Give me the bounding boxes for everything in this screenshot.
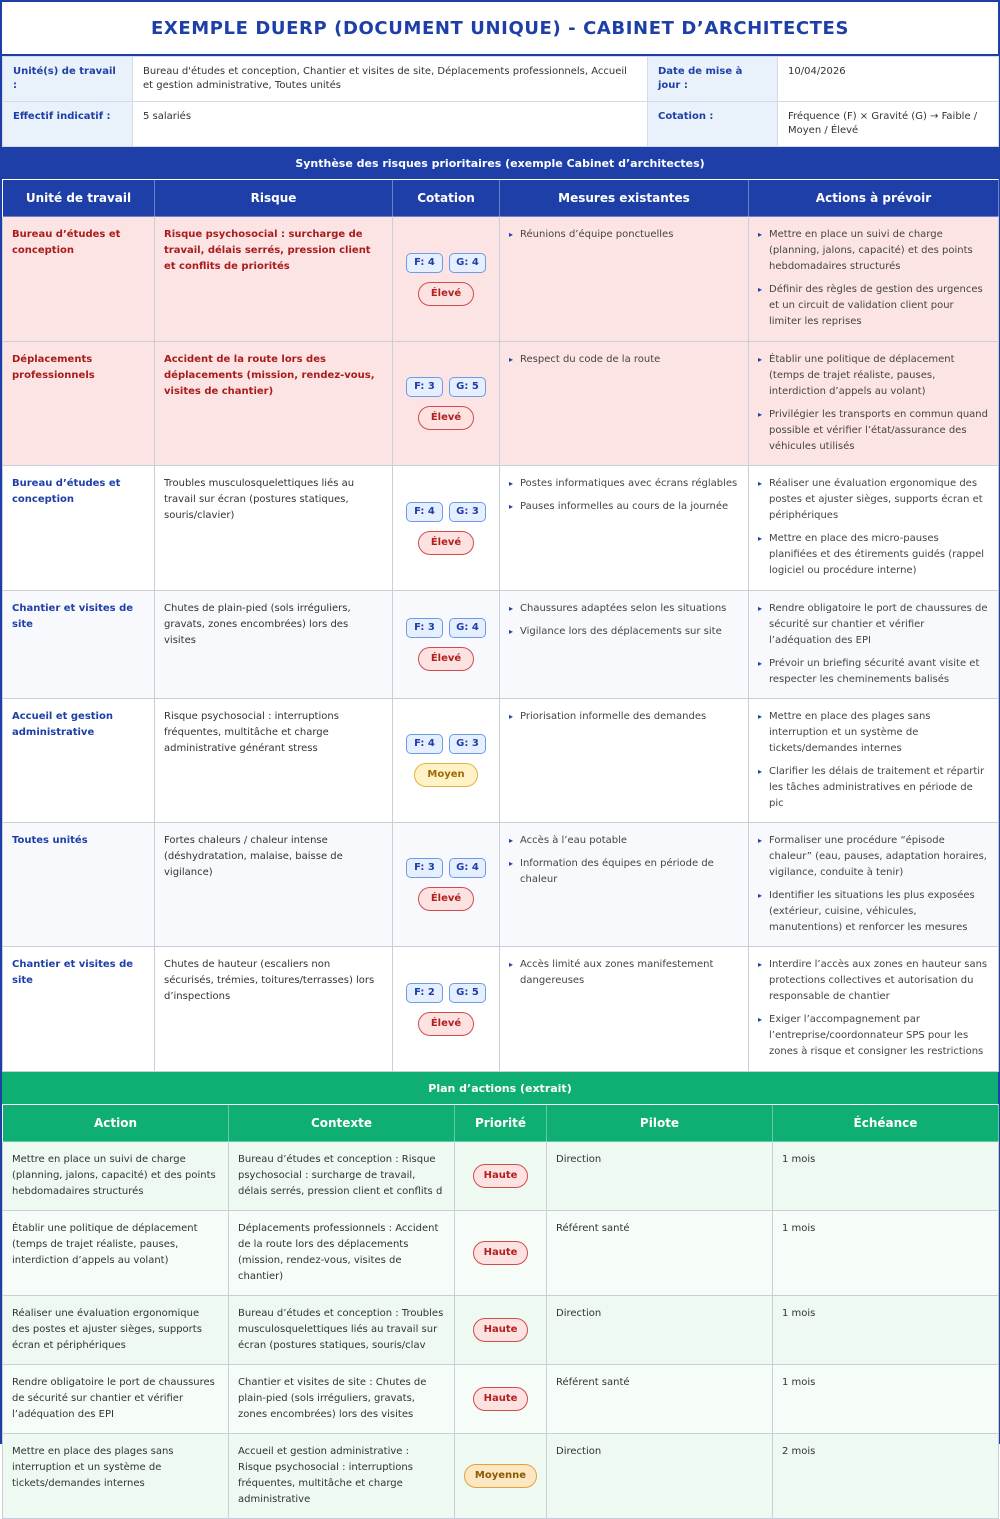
gravity-chip: G: 4: [449, 858, 486, 878]
plan-context: Chantier et visites de site : Chutes de plain-pied (sols irréguliers, gravats, zones encombrées) lors des visites: [229, 1365, 455, 1434]
risk-level-wrapper: [397, 754, 495, 787]
frequency-gravity-chips: [397, 618, 495, 638]
plan-deadline: 1 mois: [773, 1296, 999, 1365]
risk-row: [3, 591, 999, 699]
gravity-chip: G: 4: [449, 253, 486, 273]
action-item: ▸ Établir une politique de déplacement (temps de trajet réaliste, pauses, interdiction d’appels au volant): [758, 352, 989, 400]
measure-item: ▸ Pauses informelles au cours de la journée: [509, 499, 739, 515]
measure-item: ▸ Accès limité aux zones manifestement dangereuses: [509, 957, 739, 989]
risk-unit: Bureau d’études et conception: [3, 466, 155, 591]
risk-level-wrapper: [397, 1003, 495, 1036]
gravity-chip: G: 5: [449, 983, 486, 1003]
plan-row: [3, 1142, 999, 1211]
risk-level-wrapper: [397, 522, 495, 555]
plan-priority: [455, 1365, 547, 1434]
risk-description: Risque psychosocial : interruptions fréquentes, multitâche et charge administrative générant stress: [155, 699, 393, 823]
measure-item: ▸ Vigilance lors des déplacements sur site: [509, 624, 739, 640]
risk-level-badge: Élevé: [418, 647, 474, 671]
frequency-gravity-chips: [397, 858, 495, 878]
action-item: ▸ Clarifier les délais de traitement et répartir les tâches administratives en période de pic: [758, 764, 989, 812]
actions-list: [758, 352, 989, 455]
measure-item: ▸ Réunions d’équipe ponctuelles: [509, 227, 739, 243]
risk-row: [3, 342, 999, 466]
risk-cotation: [393, 342, 500, 466]
plan-pilot: Référent santé: [547, 1365, 773, 1434]
frequency-chip: F: 4: [406, 253, 443, 273]
risk-level-badge: Élevé: [418, 406, 474, 430]
risk-header-actions: Actions à prévoir: [749, 180, 999, 217]
risk-unit: Chantier et visites de site: [3, 947, 155, 1072]
plan-section-title: Plan d’actions (extrait): [2, 1072, 998, 1104]
priority-badge: Haute: [473, 1241, 529, 1265]
plan-priority: [455, 1296, 547, 1365]
existing-measures: [500, 947, 749, 1072]
risk-cotation: [393, 217, 500, 342]
info-table: [2, 56, 999, 147]
priority-badge: Moyenne: [464, 1464, 537, 1488]
gravity-chip: G: 4: [449, 618, 486, 638]
frequency-chip: F: 2: [406, 983, 443, 1003]
risk-cotation: [393, 947, 500, 1072]
actions-list: [758, 709, 989, 812]
action-item: ▸ Définir des règles de gestion des urgences et un circuit de validation client pour limiter les reprises: [758, 282, 989, 330]
plan-context: Accueil et gestion administrative : Risque psychosocial : interruptions fréquentes, multitâche et charge administrative: [229, 1434, 455, 1519]
action-item: ▸ Mettre en place un suivi de charge (planning, jalons, capacité) et des points hebdomadaires structurés: [758, 227, 989, 275]
action-item: ▸ Prévoir un briefing sécurité avant visite et respecter les cheminements balisés: [758, 656, 989, 688]
risk-description: Chutes de hauteur (escaliers non sécurisés, trémies, toitures/terrasses) lors d’inspections: [155, 947, 393, 1072]
frequency-chip: F: 4: [406, 502, 443, 522]
risk-header-mesures: Mesures existantes: [500, 180, 749, 217]
frequency-gravity-chips: [397, 253, 495, 273]
plan-table-body: [3, 1142, 999, 1519]
risk-description: Risque psychosocial : surcharge de travail, délais serrés, pression client et conflits de priorités: [155, 217, 393, 342]
action-item: ▸ Mettre en place des micro-pauses planifiées et des étirements guidés (rappel logiciel ou procédure interne): [758, 531, 989, 579]
frequency-gravity-chips: [397, 377, 495, 397]
risk-level-badge: Élevé: [418, 531, 474, 555]
actions-list: [758, 957, 989, 1060]
risk-level-wrapper: [397, 638, 495, 671]
risk-row: [3, 217, 999, 342]
frequency-chip: F: 3: [406, 618, 443, 638]
unites-value: Bureau d'études et conception, Chantier et visites de site, Déplacements professionnels, Accueil et gestion administrative, Toutes unités: [133, 57, 648, 102]
risk-level-badge: Élevé: [418, 1012, 474, 1036]
measures-list: [509, 601, 739, 640]
measure-item: ▸ Postes informatiques avec écrans réglables: [509, 476, 739, 492]
actions-list: [758, 833, 989, 936]
plan-action: Mettre en place des plages sans interruption et un système de tickets/demandes internes: [3, 1434, 229, 1519]
planned-actions: [749, 591, 999, 699]
action-item: ▸ Rendre obligatoire le port de chaussures de sécurité sur chantier et vérifier l’adéquation des EPI: [758, 601, 989, 649]
actions-list: [758, 476, 989, 579]
date-value: 10/04/2026: [778, 57, 999, 102]
existing-measures: [500, 699, 749, 823]
action-item: ▸ Privilégier les transports en commun quand possible et vérifier l’état/assurance des véhicules utilisés: [758, 407, 989, 455]
effectif-label: Effectif indicatif :: [3, 102, 133, 147]
plan-deadline: 1 mois: [773, 1211, 999, 1296]
plan-row: [3, 1365, 999, 1434]
measures-list: [509, 476, 739, 515]
risk-header-risque: Risque: [155, 180, 393, 217]
frequency-chip: F: 4: [406, 734, 443, 754]
unites-label: Unité(s) de travail :: [3, 57, 133, 102]
risk-unit: Accueil et gestion administrative: [3, 699, 155, 823]
plan-pilot: Direction: [547, 1142, 773, 1211]
action-item: ▸ Interdire l’accès aux zones en hauteur sans protections collectives et autorisation du responsable de chantier: [758, 957, 989, 1005]
risk-level-wrapper: [397, 273, 495, 306]
risk-row: [3, 823, 999, 947]
plan-header-priorite: Priorité: [455, 1105, 547, 1142]
priority-badge: Haute: [473, 1387, 529, 1411]
cotation-value: Fréquence (F) × Gravité (G) → Faible / Moyen / Élevé: [778, 102, 999, 147]
risk-header-cotation: Cotation: [393, 180, 500, 217]
plan-context: Déplacements professionnels : Accident de la route lors des déplacements (mission, rendez-vous, visites de chantier): [229, 1211, 455, 1296]
risk-level-wrapper: [397, 878, 495, 911]
existing-measures: [500, 217, 749, 342]
risk-header-unit: Unité de travail: [3, 180, 155, 217]
action-item: ▸ Réaliser une évaluation ergonomique des postes et ajuster sièges, supports écran et périphériques: [758, 476, 989, 524]
priority-badge: Haute: [473, 1318, 529, 1342]
plan-deadline: 2 mois: [773, 1434, 999, 1519]
risk-unit: Déplacements professionnels: [3, 342, 155, 466]
risk-description: Troubles musculosquelettiques liés au travail sur écran (postures statiques, souris/clavier): [155, 466, 393, 591]
risk-row: [3, 947, 999, 1072]
measure-item: ▸ Priorisation informelle des demandes: [509, 709, 739, 725]
plan-row: [3, 1211, 999, 1296]
risk-level-badge: Élevé: [418, 887, 474, 911]
plan-context: Bureau d’études et conception : Troubles musculosquelettiques liés au travail sur écran (postures statiques, souris/clav: [229, 1296, 455, 1365]
frequency-gravity-chips: [397, 502, 495, 522]
date-label: Date de mise à jour :: [648, 57, 778, 102]
gravity-chip: G: 3: [449, 502, 486, 522]
priority-badge: Haute: [473, 1164, 529, 1188]
plan-pilot: Direction: [547, 1296, 773, 1365]
planned-actions: [749, 342, 999, 466]
existing-measures: [500, 823, 749, 947]
plan-context: Bureau d’études et conception : Risque psychosocial : surcharge de travail, délais serrés, pression client et conflits d: [229, 1142, 455, 1211]
risk-table: [2, 179, 999, 1072]
plan-action: Mettre en place un suivi de charge (planning, jalons, capacité) et des points hebdomadaires structurés: [3, 1142, 229, 1211]
measure-item: ▸ Respect du code de la route: [509, 352, 739, 368]
planned-actions: [749, 699, 999, 823]
planned-actions: [749, 947, 999, 1072]
measures-list: [509, 833, 739, 888]
risk-row: [3, 699, 999, 823]
action-item: ▸ Formaliser une procédure “épisode chaleur” (eau, pauses, adaptation horaires, vigilance, conduite à tenir): [758, 833, 989, 881]
action-item: ▸ Mettre en place des plages sans interruption et un système de tickets/demandes internes: [758, 709, 989, 757]
actions-list: [758, 601, 989, 688]
measures-list: [509, 352, 739, 368]
frequency-gravity-chips: [397, 734, 495, 754]
frequency-chip: F: 3: [406, 377, 443, 397]
plan-action: Établir une politique de déplacement (temps de trajet réaliste, pauses, interdiction d’appels au volant): [3, 1211, 229, 1296]
gravity-chip: G: 5: [449, 377, 486, 397]
action-item: ▸ Exiger l’accompagnement par l’entreprise/coordonnateur SPS pour les zones à risque et consigner les restrictions: [758, 1012, 989, 1060]
planned-actions: [749, 823, 999, 947]
risk-level-wrapper: [397, 397, 495, 430]
plan-header-contexte: Contexte: [229, 1105, 455, 1142]
plan-row: [3, 1296, 999, 1365]
risk-table-body: [3, 217, 999, 1072]
risk-unit: Chantier et visites de site: [3, 591, 155, 699]
risk-level-badge: Élevé: [418, 282, 474, 306]
risk-description: Chutes de plain-pied (sols irréguliers, gravats, zones encombrées) lors des visites: [155, 591, 393, 699]
plan-pilot: Référent santé: [547, 1211, 773, 1296]
plan-deadline: 1 mois: [773, 1365, 999, 1434]
plan-action: Rendre obligatoire le port de chaussures de sécurité sur chantier et vérifier l’adéquation des EPI: [3, 1365, 229, 1434]
measure-item: ▸ Information des équipes en période de chaleur: [509, 856, 739, 888]
plan-header-echeance: Échéance: [773, 1105, 999, 1142]
document-title: EXEMPLE DUERP (DOCUMENT UNIQUE) - CABINET D’ARCHITECTES: [150, 17, 850, 39]
risk-cotation: [393, 591, 500, 699]
risk-row: [3, 466, 999, 591]
effectif-value: 5 salariés: [133, 102, 648, 147]
plan-priority: [455, 1142, 547, 1211]
plan-deadline: 1 mois: [773, 1142, 999, 1211]
risk-cotation: [393, 823, 500, 947]
cotation-label: Cotation :: [648, 102, 778, 147]
plan-priority: [455, 1434, 547, 1519]
plan-row: [3, 1434, 999, 1519]
risk-level-badge: Moyen: [414, 763, 477, 787]
frequency-gravity-chips: [397, 983, 495, 1003]
title-bar: [2, 2, 998, 56]
measures-list: [509, 227, 739, 243]
measure-item: ▸ Accès à l’eau potable: [509, 833, 739, 849]
plan-priority: [455, 1211, 547, 1296]
action-item: ▸ Identifier les situations les plus exposées (extérieur, cuisine, véhicules, manutentions) et renforcer les mesures: [758, 888, 989, 936]
existing-measures: [500, 342, 749, 466]
planned-actions: [749, 217, 999, 342]
risk-cotation: [393, 466, 500, 591]
measures-list: [509, 709, 739, 725]
risk-unit: Bureau d’études et conception: [3, 217, 155, 342]
plan-header-pilote: Pilote: [547, 1105, 773, 1142]
risk-description: Fortes chaleurs / chaleur intense (déshydratation, malaise, baisse de vigilance): [155, 823, 393, 947]
gravity-chip: G: 3: [449, 734, 486, 754]
planned-actions: [749, 466, 999, 591]
plan-action: Réaliser une évaluation ergonomique des postes et ajuster sièges, supports écran et périphériques: [3, 1296, 229, 1365]
risk-section-title: Synthèse des risques prioritaires (exemple Cabinet d’architectes): [2, 147, 998, 179]
risk-unit: Toutes unités: [3, 823, 155, 947]
risk-cotation: [393, 699, 500, 823]
measures-list: [509, 957, 739, 989]
actions-list: [758, 227, 989, 330]
risk-description: Accident de la route lors des déplacements (mission, rendez-vous, visites de chantier): [155, 342, 393, 466]
measure-item: ▸ Chaussures adaptées selon les situations: [509, 601, 739, 617]
existing-measures: [500, 466, 749, 591]
frequency-chip: F: 3: [406, 858, 443, 878]
existing-measures: [500, 591, 749, 699]
plan-table: [2, 1104, 999, 1519]
plan-header-action: Action: [3, 1105, 229, 1142]
plan-pilot: Direction: [547, 1434, 773, 1519]
